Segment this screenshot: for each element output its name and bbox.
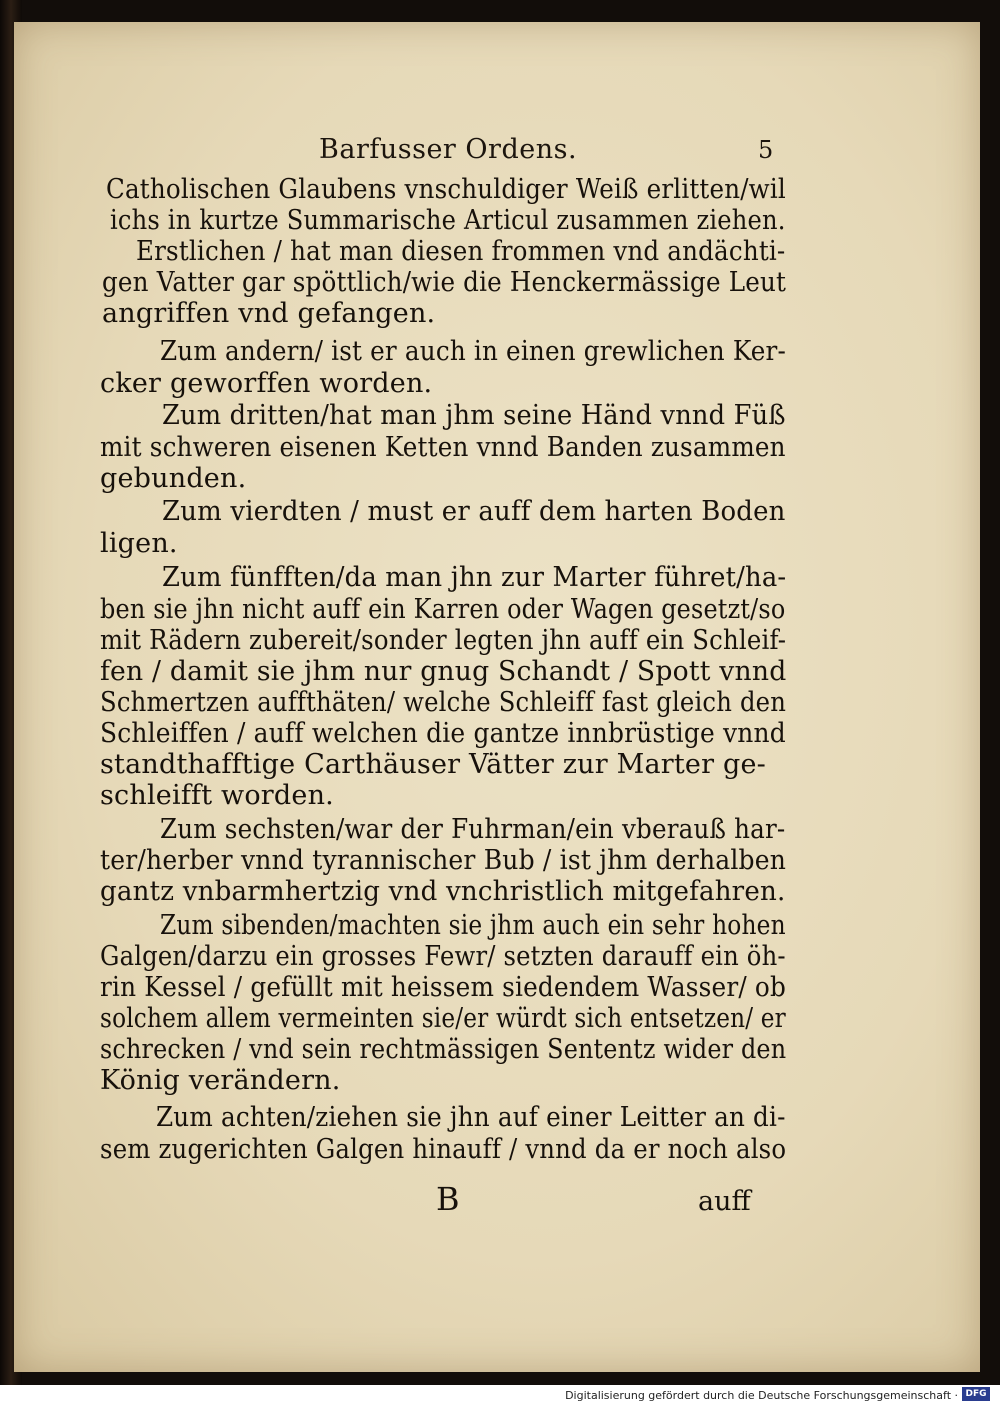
text-line: Zum andern/ ist er auch in einen grewlichen Ker- — [160, 336, 787, 367]
text-line: gantz vnbarmhertzig vnd vnchristlich mitgefahren. — [100, 876, 786, 907]
text-line: Zum dritten/hat man jhm seine Händ vnnd Füß — [162, 400, 786, 431]
text-line: Zum sibenden/machten sie jhm auch ein sehr hohen — [160, 910, 786, 941]
text-line: König verändern. — [100, 1065, 341, 1096]
dfg-logo-icon: DFG — [962, 1387, 990, 1401]
text-line: ligen. — [100, 528, 178, 559]
text-line: sem zugerichten Galgen hinauff / vnnd da er noch also — [100, 1134, 787, 1165]
text-line: ichs in kurtze Summarische Articul zusammen ziehen. — [110, 205, 786, 236]
book-page — [14, 22, 980, 1372]
funding-credit: Digitalisierung gefördert durch die Deutsche Forschungsgemeinschaft · — [565, 1389, 958, 1402]
signature-mark: B — [436, 1180, 460, 1218]
text-line: gen Vatter gar spöttlich/wie die Henckermässige Leut — [102, 267, 787, 298]
text-line: cker geworffen worden. — [100, 368, 433, 399]
text-line: Catholischen Glaubens vnschuldiger Weiß erlitten/wil — [106, 174, 786, 205]
page-number: 5 — [758, 136, 774, 164]
text-line: standthafftige Carthäuser Vätter zur Marter ge- — [100, 749, 766, 780]
text-line: ter/herber vnnd tyrannischer Bub / ist jhm derhalben — [100, 845, 787, 876]
text-line: solchem allem vermeinten sie/er würdt sich entsetzen/ er — [100, 1003, 786, 1034]
text-line: Erstlichen / hat man diesen frommen vnd andächti- — [136, 236, 786, 267]
text-line: ben sie jhn nicht auff ein Karren oder Wagen gesetzt/so — [100, 594, 786, 625]
text-line: schleifft worden. — [100, 780, 334, 811]
text-line: Zum achten/ziehen sie jhn auf einer Leitter an di- — [156, 1102, 786, 1133]
text-line: Galgen/darzu ein grosses Fewr/ setzten darauff ein öh- — [100, 941, 786, 972]
text-line: Schmertzen auffthäten/ welche Schleiff fast gleich den — [100, 687, 787, 718]
text-line: schrecken / vnd sein rechtmässigen Sententz wider den — [100, 1034, 787, 1065]
text-line: fen / damit sie jhm nur gnug Schandt / Spott vnnd — [100, 656, 787, 687]
text-line: gebunden. — [100, 463, 247, 494]
text-line: Zum fünfften/da man jhn zur Marter führet/ha- — [162, 562, 787, 593]
text-line: mit schweren eisenen Ketten vnnd Banden zusammen — [100, 432, 786, 463]
text-line: Schleiffen / auff welchen die gantze innbrüstige vnnd — [100, 718, 786, 749]
text-line: angriffen vnd gefangen. — [102, 298, 436, 329]
text-line: Zum sechsten/war der Fuhrman/ein vberauß har- — [160, 814, 786, 845]
catchword: auff — [698, 1186, 751, 1217]
text-line: Zum vierdten / must er auff dem harten Boden — [162, 496, 786, 527]
text-line: rin Kessel / gefüllt mit heissem siedendem Wasser/ ob — [100, 972, 787, 1003]
text-line: mit Rädern zubereit/sonder legten jhn auff ein Schleif- — [100, 625, 787, 656]
page-content — [14, 22, 980, 1372]
running-header: Barfusser Ordens. — [319, 134, 578, 165]
